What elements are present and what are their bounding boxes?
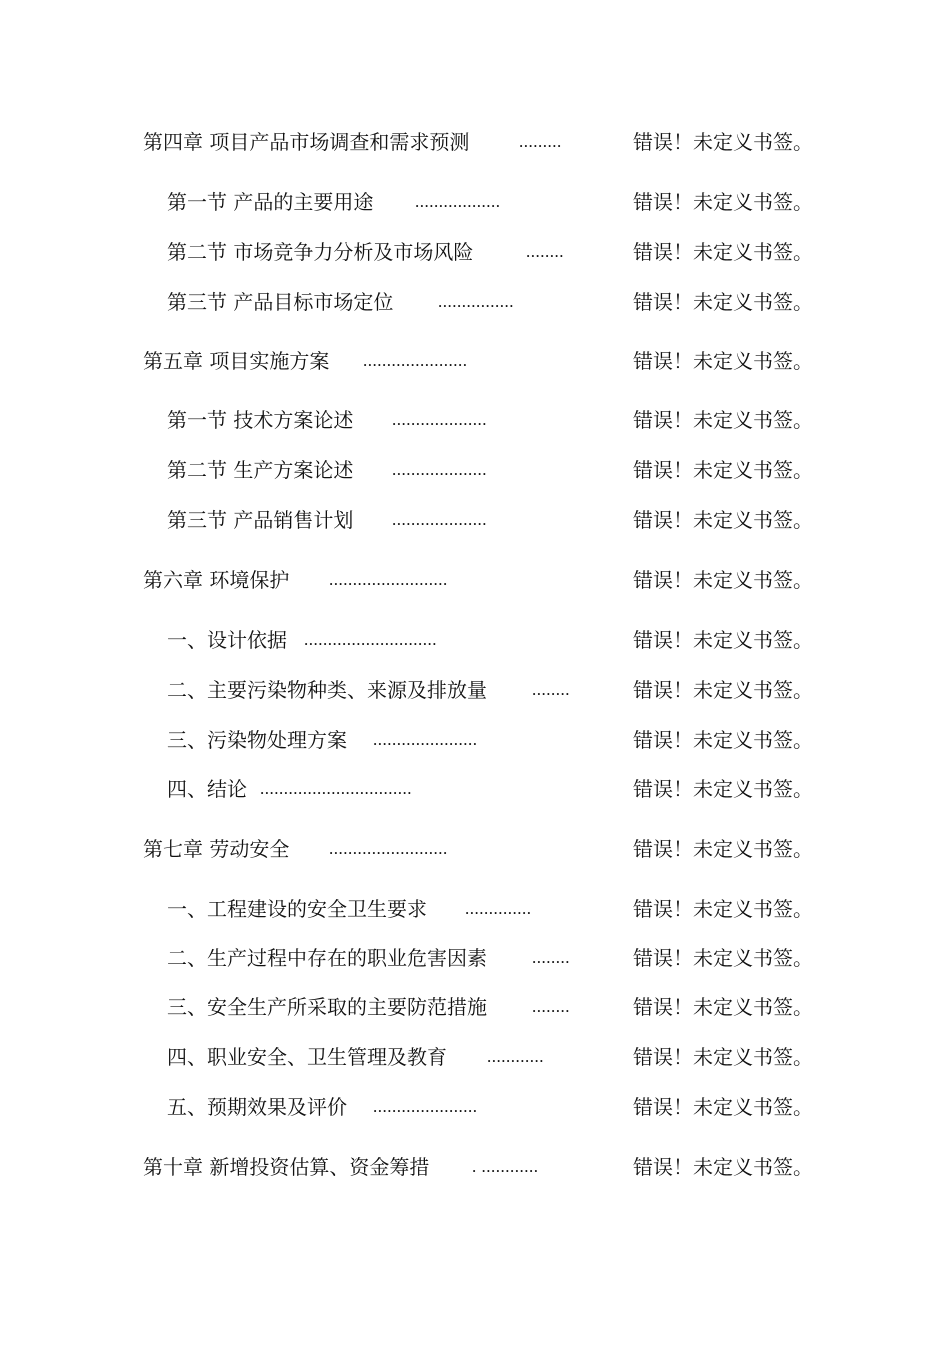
toc-entry[interactable] xyxy=(167,1042,813,1072)
toc-page-reference: 错误！未定义书签。 xyxy=(633,458,813,482)
toc-entry[interactable] xyxy=(167,1092,813,1122)
toc-entry[interactable] xyxy=(143,834,813,864)
toc-leader-dots: ................................ xyxy=(260,779,412,798)
toc-leader-dots: .................... xyxy=(392,410,487,429)
toc-page-reference: 错误！未定义书签。 xyxy=(633,408,813,432)
toc-page-reference: 错误！未定义书签。 xyxy=(633,837,813,861)
toc-entry[interactable] xyxy=(143,1152,813,1182)
toc-leader-dots: . ............ xyxy=(472,1157,539,1176)
toc-entry-title: 第五章 项目实施方案 xyxy=(143,349,330,373)
toc-leader-dots: ...................... xyxy=(373,1097,478,1116)
toc-leader-dots: ...................... xyxy=(363,351,468,370)
toc-page-reference: 错误！未定义书签。 xyxy=(633,349,813,373)
toc-entry[interactable] xyxy=(167,187,813,217)
toc-page-reference: 错误！未定义书签。 xyxy=(633,240,813,264)
toc-page-reference: 错误！未定义书签。 xyxy=(633,995,813,1019)
toc-leader-dots: ........ xyxy=(532,948,570,967)
toc-entry[interactable] xyxy=(167,237,813,267)
toc-page-reference: 错误！未定义书签。 xyxy=(633,1095,813,1119)
toc-leader-dots: ........ xyxy=(532,997,570,1016)
toc-leader-dots: ........ xyxy=(526,242,564,261)
toc-entry-title: 四、职业安全、卫生管理及教育 xyxy=(167,1045,447,1069)
toc-page-reference: 错误！未定义书签。 xyxy=(633,1155,813,1179)
toc-leader-dots: .............. xyxy=(465,899,532,918)
toc-entry[interactable] xyxy=(143,346,813,376)
toc-entry-title: 五、预期效果及评价 xyxy=(167,1095,347,1119)
toc-entry[interactable] xyxy=(167,675,813,705)
toc-leader-dots: .................... xyxy=(392,460,487,479)
toc-page-reference: 错误！未定义书签。 xyxy=(633,508,813,532)
toc-entry-title: 第二节 生产方案论述 xyxy=(167,458,354,482)
toc-entry[interactable] xyxy=(167,992,813,1022)
toc-leader-dots: .................... xyxy=(392,510,487,529)
toc-page-reference: 错误！未定义书签。 xyxy=(633,290,813,314)
toc-entry-title: 第四章 项目产品市场调查和需求预测 xyxy=(143,130,470,154)
toc-entry-title: 四、结论 xyxy=(167,777,247,801)
toc-page-reference: 错误！未定义书签。 xyxy=(633,678,813,702)
toc-entry-title: 第七章 劳动安全 xyxy=(143,837,290,861)
toc-entry-title: 第三节 产品目标市场定位 xyxy=(167,290,394,314)
toc-entry[interactable] xyxy=(143,565,813,595)
toc-entry[interactable] xyxy=(167,625,813,655)
toc-page-reference: 错误！未定义书签。 xyxy=(633,946,813,970)
toc-entry[interactable] xyxy=(167,943,813,973)
toc-leader-dots: ............ xyxy=(487,1047,544,1066)
toc-leader-dots: ......................... xyxy=(329,570,448,589)
toc-entry[interactable] xyxy=(167,405,813,435)
toc-page-reference: 错误！未定义书签。 xyxy=(633,628,813,652)
toc-entry-title: 第十章 新增投资估算、资金筹措 xyxy=(143,1155,430,1179)
toc-page-reference: 错误！未定义书签。 xyxy=(633,777,813,801)
toc-leader-dots: ......... xyxy=(519,132,562,151)
toc-entry-title: 第一节 产品的主要用途 xyxy=(167,190,374,214)
toc-entry[interactable] xyxy=(167,287,813,317)
toc-entry[interactable] xyxy=(143,127,813,157)
toc-leader-dots: ........ xyxy=(532,680,570,699)
toc-entry[interactable] xyxy=(167,894,813,924)
toc-leader-dots: ............................ xyxy=(304,630,437,649)
toc-entry-title: 三、安全生产所采取的主要防范措施 xyxy=(167,995,487,1019)
toc-entry-title: 一、工程建设的安全卫生要求 xyxy=(167,897,427,921)
toc-page-reference: 错误！未定义书签。 xyxy=(633,130,813,154)
toc-entry-title: 一、设计依据 xyxy=(167,628,287,652)
toc-page-reference: 错误！未定义书签。 xyxy=(633,728,813,752)
toc-entry[interactable] xyxy=(167,725,813,755)
toc-entry-title: 三、污染物处理方案 xyxy=(167,728,347,752)
toc-entry-title: 第二节 市场竞争力分析及市场风险 xyxy=(167,240,474,264)
toc-entry-title: 二、生产过程中存在的职业危害因素 xyxy=(167,946,487,970)
toc-page-reference: 错误！未定义书签。 xyxy=(633,897,813,921)
toc-leader-dots: ................ xyxy=(438,292,514,311)
toc-page-reference: 错误！未定义书签。 xyxy=(633,190,813,214)
toc-entry[interactable] xyxy=(167,455,813,485)
toc-page-reference: 错误！未定义书签。 xyxy=(633,568,813,592)
toc-leader-dots: ......................... xyxy=(329,839,448,858)
toc-leader-dots: .................. xyxy=(415,192,501,211)
toc-entry-title: 二、主要污染物种类、来源及排放量 xyxy=(167,678,487,702)
toc-page-reference: 错误！未定义书签。 xyxy=(633,1045,813,1069)
toc-entry-title: 第六章 环境保护 xyxy=(143,568,290,592)
toc-entry-title: 第三节 产品销售计划 xyxy=(167,508,354,532)
toc-entry[interactable] xyxy=(167,774,813,804)
toc-entry-title: 第一节 技术方案论述 xyxy=(167,408,354,432)
toc-entry[interactable] xyxy=(167,505,813,535)
toc-leader-dots: ...................... xyxy=(373,730,478,749)
